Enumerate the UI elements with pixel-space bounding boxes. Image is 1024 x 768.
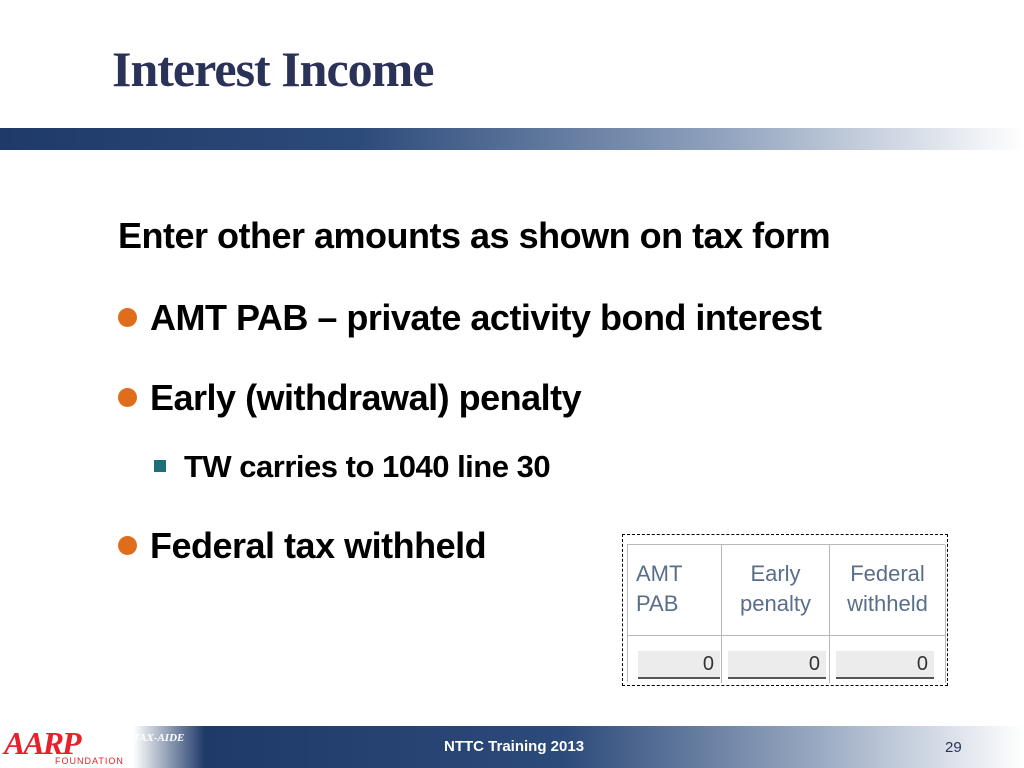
bullet-dot-icon xyxy=(118,536,137,555)
footer-training-label: NTTC Training 2013 xyxy=(444,738,585,755)
bullet-text: Early (withdrawal) penalty xyxy=(150,377,582,418)
bullet-early-penalty xyxy=(118,374,581,422)
sub-bullet-text: TW carries to 1040 line 30 xyxy=(184,449,551,484)
early-penalty-input[interactable]: 0 xyxy=(728,651,826,679)
aarp-logo: AARP xyxy=(4,725,80,761)
slide-title: Interest Income xyxy=(112,41,434,97)
bullet-text: Federal tax withheld xyxy=(150,525,487,566)
federal-withheld-input[interactable]: 0 xyxy=(836,651,934,679)
square-bullet-icon xyxy=(154,460,166,472)
amt-pab-input[interactable]: 0 xyxy=(638,651,720,679)
form-screenshot xyxy=(622,534,948,686)
form-row-divider xyxy=(628,635,946,636)
column-header: AMT PAB xyxy=(636,561,683,616)
bullet-dot-icon xyxy=(118,388,137,407)
bullet-amt-pab xyxy=(118,294,821,342)
page-number: 29 xyxy=(945,739,962,756)
title-divider-bar xyxy=(0,128,1024,150)
aarp-logo-subtitle: FOUNDATION xyxy=(55,756,124,766)
form-grid xyxy=(627,544,945,682)
bullet-dot-icon xyxy=(118,308,137,327)
bullet-federal-tax xyxy=(118,522,486,570)
column-header: Federal withheld xyxy=(847,561,928,616)
column-header: Early penalty xyxy=(740,561,811,616)
sub-bullet-tw-carries xyxy=(154,446,550,488)
lead-text: Enter other amounts as shown on tax form xyxy=(118,215,831,256)
slide-content xyxy=(118,212,998,566)
tax-aide-label: TAX-AIDE xyxy=(133,732,185,744)
bullet-text: AMT PAB – private activity bond interest xyxy=(150,297,822,338)
